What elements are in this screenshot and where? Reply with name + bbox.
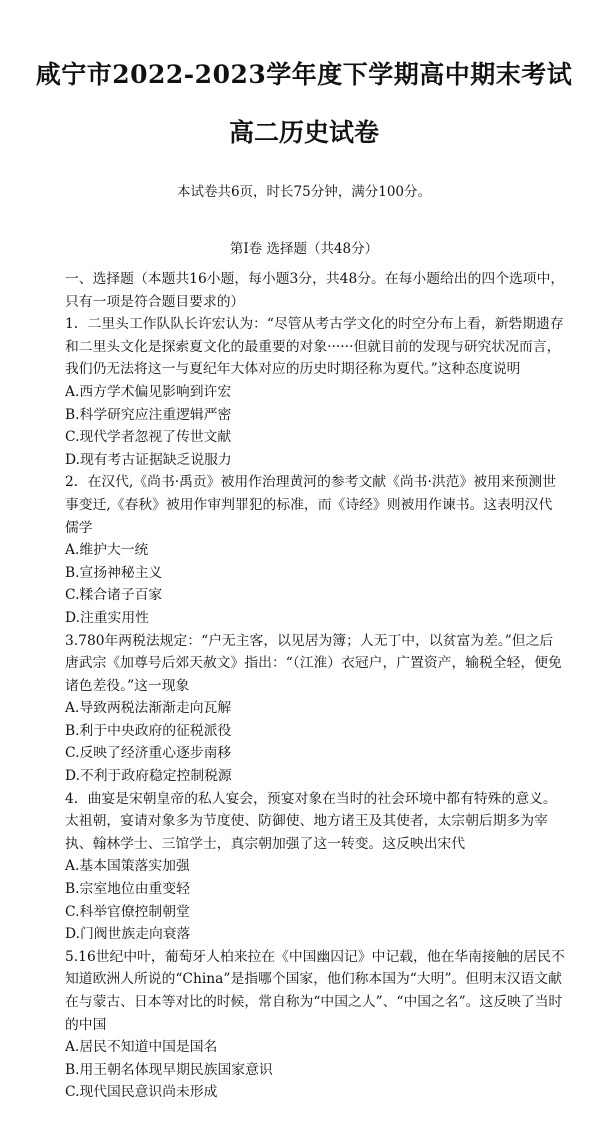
question-1 bbox=[65, 313, 565, 471]
question-list bbox=[65, 268, 565, 1104]
question-4 bbox=[65, 788, 565, 946]
question-3 bbox=[65, 630, 565, 788]
question-5 bbox=[65, 946, 565, 1104]
exam-title: 咸宁市2022-2023学年度下学期高中期末考试 bbox=[35, 60, 573, 89]
option-a: A.西方学术偏见影响到许宏 bbox=[65, 383, 232, 400]
option-b: B.宣扬神秘主义 bbox=[65, 564, 163, 581]
option-b: B.科学研究应注重逻辑严密 bbox=[65, 406, 232, 423]
question-options bbox=[65, 381, 565, 471]
exam-info: 本试卷共6页，时长75分钟，满分100分。 bbox=[176, 184, 432, 200]
option-b: B.宗室地位由重变轻 bbox=[65, 881, 190, 898]
question-stem: 5.16世纪中叶，葡萄牙人柏来拉在《中国幽囚记》中记载，他在华南接触的居民不知道欧洲人所说的“China”是指哪个国家，他们称本国为“大明”。但明末汉语文献在与蒙古、日本等对比的时候，常自称为“中国之人”、“中国之名”。这反映了当时的中国 bbox=[65, 948, 565, 1033]
question-stem: 1．二里头工作队队长许宏认为：“尽管从考古学文化的时空分布上看，新砦期遗存和二里头文化是探索夏文化的最重要的对象······但就目前的发现与研究状况而言，我们仍无法将这一与夏纪年大体对应的历史时期径称为夏代。”这种态度说明 bbox=[65, 316, 564, 378]
question-stem: 2．在汉代,《尚书·禹贡》被用作治理黄河的参考文献《尚书·洪范》被用来预测世事变迁,《春秋》被用作审判罪犯的标准，而《诗经》则被用作谏书。这表明汉代儒学 bbox=[65, 474, 557, 536]
option-c: C.现代国民意识尚未形成 bbox=[65, 1084, 218, 1101]
question-2 bbox=[65, 471, 565, 629]
exam-subtitle: 高二历史试卷 bbox=[228, 118, 379, 147]
option-a: A.基本国策落实加强 bbox=[65, 858, 190, 875]
option-a: A.导致两税法渐渐走向瓦解 bbox=[65, 700, 232, 717]
option-c: C.科举官僚控制朝堂 bbox=[65, 903, 190, 920]
section-instructions: 一、选择题（本题共16小题，每小题3分，共48分。在每小题给出的四个选项中，只有一项是符合题目要求的） bbox=[65, 271, 565, 310]
option-a: A.维护大一统 bbox=[65, 542, 149, 559]
question-options bbox=[65, 697, 565, 787]
option-c: C.糅合诸子百家 bbox=[65, 587, 163, 604]
option-b: B.用王朝名体现早期民族国家意识 bbox=[65, 1061, 273, 1078]
question-options bbox=[65, 539, 565, 629]
option-c: C.反映了经济重心逐步南移 bbox=[65, 745, 232, 762]
question-stem: 3.780年两税法规定：“户无主客，以见居为簿；人无丁中，以贫富为差。”但之后唐武宗《加尊号后郊天赦文》指出：“（江淮）衣冠户，广置资产，输税全轻，便免诸色差役。”这一现象 bbox=[65, 632, 562, 694]
option-d: D.现有考古证据缺乏说服力 bbox=[65, 451, 232, 468]
question-options bbox=[65, 855, 565, 945]
option-d: D.不利于政府稳定控制税源 bbox=[65, 768, 232, 785]
option-a: A.居民不知道中国是国名 bbox=[65, 1039, 218, 1056]
option-b: B.利于中央政府的征税派役 bbox=[65, 722, 232, 739]
option-d: D.门阀世族走向衰落 bbox=[65, 926, 191, 943]
section-title: 第Ⅰ卷 选择题（共48分） bbox=[229, 241, 379, 257]
option-c: C.现代学者忽视了传世文献 bbox=[65, 429, 232, 446]
question-stem: 4．曲宴是宋朝皇帝的私人宴会，预宴对象在当时的社会环境中都有特殊的意义。太祖朝，宴请对象多为节度使、防御使、地方诸王及其使者，太宗朝后期多为宰执、翰林学士、三馆学士，真宗朝加强了这一转变。这反映出宋代 bbox=[65, 790, 557, 852]
option-d: D.注重实用性 bbox=[65, 609, 149, 626]
